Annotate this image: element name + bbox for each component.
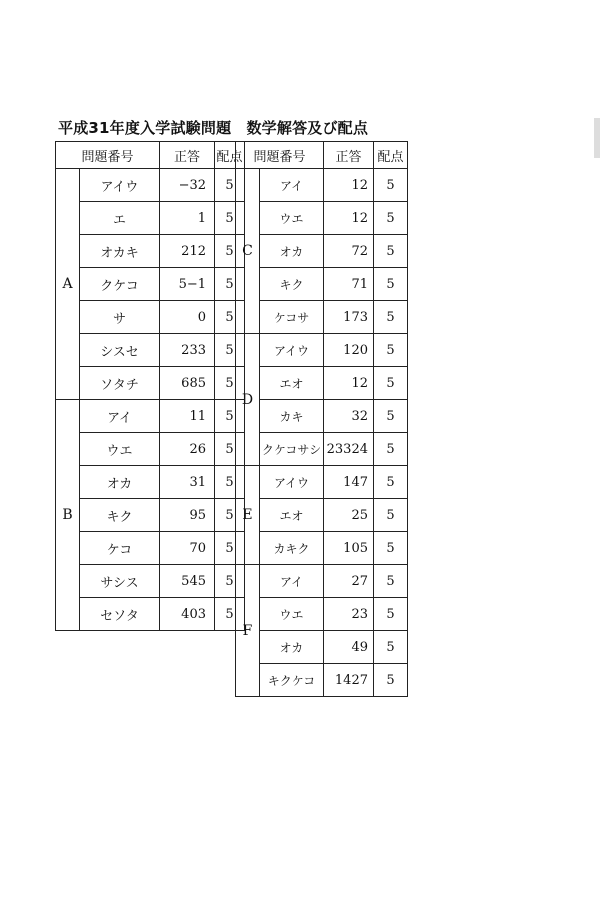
question-number-cell: アイウ <box>80 169 160 202</box>
points-cell: 5 <box>374 433 408 466</box>
table-row <box>56 466 245 499</box>
answer-cell: 1427 <box>324 664 374 697</box>
table-row <box>236 532 408 565</box>
points-cell: 5 <box>374 202 408 235</box>
answer-cell: 25 <box>324 499 374 532</box>
question-number-cell: クケコ <box>80 268 160 301</box>
question-number-cell: セソタ <box>80 598 160 631</box>
answer-cell: 49 <box>324 631 374 664</box>
points-cell: 5 <box>374 532 408 565</box>
table-row <box>56 499 245 532</box>
answer-cell: 23324 <box>324 433 374 466</box>
table-row <box>56 334 245 367</box>
answer-cell: 545 <box>160 565 215 598</box>
points-cell: 5 <box>215 532 245 565</box>
answer-table-left <box>55 141 245 631</box>
answer-cell: 0 <box>160 301 215 334</box>
table-row <box>236 334 408 367</box>
table-row <box>236 598 408 631</box>
section-label: D <box>236 334 260 466</box>
section-label: E <box>236 466 260 565</box>
question-number-cell: オカ <box>260 235 324 268</box>
table-row <box>56 400 245 433</box>
points-cell: 5 <box>215 334 245 367</box>
answer-cell: 5−1 <box>160 268 215 301</box>
points-cell: 5 <box>374 499 408 532</box>
section-label: C <box>236 169 260 334</box>
answer-cell: 11 <box>160 400 215 433</box>
table-row <box>56 235 245 268</box>
table-row <box>236 301 408 334</box>
question-number-cell: キク <box>80 499 160 532</box>
answer-cell: 1 <box>160 202 215 235</box>
table-row <box>56 433 245 466</box>
answer-cell: 26 <box>160 433 215 466</box>
points-cell: 5 <box>215 301 245 334</box>
section-label: A <box>56 169 80 400</box>
header-question-number: 問題番号 <box>236 142 324 169</box>
question-number-cell: オカキ <box>80 235 160 268</box>
table-row <box>236 235 408 268</box>
points-cell: 5 <box>215 466 245 499</box>
table-row <box>236 664 408 697</box>
answer-cell: 105 <box>324 532 374 565</box>
question-number-cell: エオ <box>260 499 324 532</box>
question-number-cell: クケコサシ <box>260 433 324 466</box>
answer-cell: 71 <box>324 268 374 301</box>
points-cell: 5 <box>374 466 408 499</box>
answer-cell: 173 <box>324 301 374 334</box>
question-number-cell: オカ <box>260 631 324 664</box>
question-number-cell: キクケコ <box>260 664 324 697</box>
header-answer: 正答 <box>324 142 374 169</box>
points-cell: 5 <box>215 598 245 631</box>
table-header-row <box>56 142 245 169</box>
table-row <box>56 268 245 301</box>
question-number-cell: アイ <box>260 169 324 202</box>
question-number-cell: カキク <box>260 532 324 565</box>
table-row <box>236 565 408 598</box>
answer-cell: 23 <box>324 598 374 631</box>
question-number-cell: アイウ <box>260 334 324 367</box>
table-row <box>236 367 408 400</box>
section-label: F <box>236 565 260 697</box>
section-label: B <box>56 400 80 631</box>
header-answer: 正答 <box>160 142 215 169</box>
answer-cell: 233 <box>160 334 215 367</box>
table-row <box>236 400 408 433</box>
question-number-cell: エオ <box>260 367 324 400</box>
question-number-cell: シスセ <box>80 334 160 367</box>
points-cell: 5 <box>215 202 245 235</box>
table-row <box>56 367 245 400</box>
table-row <box>236 169 408 202</box>
table-header-row <box>236 142 408 169</box>
points-cell: 5 <box>374 334 408 367</box>
answer-cell: 120 <box>324 334 374 367</box>
points-cell: 5 <box>215 400 245 433</box>
table-row <box>56 565 245 598</box>
question-number-cell: アイ <box>80 400 160 433</box>
table-row <box>236 202 408 235</box>
points-cell: 5 <box>374 367 408 400</box>
points-cell: 5 <box>215 433 245 466</box>
question-number-cell: サシス <box>80 565 160 598</box>
answer-cell: 403 <box>160 598 215 631</box>
answer-table-left-body <box>56 169 245 631</box>
question-number-cell: エ <box>80 202 160 235</box>
points-cell: 5 <box>374 598 408 631</box>
answer-cell: 685 <box>160 367 215 400</box>
question-number-cell: キク <box>260 268 324 301</box>
points-cell: 5 <box>374 664 408 697</box>
answer-table-right-body <box>236 169 408 697</box>
answer-table-right <box>235 141 408 697</box>
page-title: 平成31年度入学試験問題 数学解答及び配点 <box>58 119 369 137</box>
table-row <box>56 598 245 631</box>
question-number-cell: ウエ <box>260 598 324 631</box>
header-points: 配点 <box>215 142 245 169</box>
table-row <box>236 433 408 466</box>
answer-cell: 147 <box>324 466 374 499</box>
table-row <box>56 301 245 334</box>
answer-cell: 70 <box>160 532 215 565</box>
question-number-cell: ケコサ <box>260 301 324 334</box>
points-cell: 5 <box>374 169 408 202</box>
table-row <box>236 268 408 301</box>
answer-cell: 72 <box>324 235 374 268</box>
points-cell: 5 <box>374 631 408 664</box>
header-points: 配点 <box>374 142 408 169</box>
points-cell: 5 <box>215 367 245 400</box>
table-row <box>236 466 408 499</box>
points-cell: 5 <box>374 235 408 268</box>
answer-cell: 27 <box>324 565 374 598</box>
question-number-cell: サ <box>80 301 160 334</box>
question-number-cell: カキ <box>260 400 324 433</box>
question-number-cell: アイウ <box>260 466 324 499</box>
points-cell: 5 <box>215 169 245 202</box>
points-cell: 5 <box>374 268 408 301</box>
points-cell: 5 <box>374 565 408 598</box>
points-cell: 5 <box>374 400 408 433</box>
answer-cell: 12 <box>324 202 374 235</box>
answer-cell: 31 <box>160 466 215 499</box>
answer-cell: 32 <box>324 400 374 433</box>
points-cell: 5 <box>215 268 245 301</box>
answer-cell: 95 <box>160 499 215 532</box>
table-row <box>56 169 245 202</box>
table-row <box>236 499 408 532</box>
points-cell: 5 <box>215 499 245 532</box>
page-edge-mark <box>594 118 600 158</box>
question-number-cell: アイ <box>260 565 324 598</box>
answer-cell: −32 <box>160 169 215 202</box>
answer-cell: 12 <box>324 367 374 400</box>
question-number-cell: ケコ <box>80 532 160 565</box>
answer-cell: 212 <box>160 235 215 268</box>
answer-cell: 12 <box>324 169 374 202</box>
question-number-cell: ウエ <box>260 202 324 235</box>
question-number-cell: ウエ <box>80 433 160 466</box>
question-number-cell: ソタチ <box>80 367 160 400</box>
points-cell: 5 <box>374 301 408 334</box>
question-number-cell: オカ <box>80 466 160 499</box>
table-row <box>236 631 408 664</box>
points-cell: 5 <box>215 565 245 598</box>
table-row <box>56 532 245 565</box>
header-question-number: 問題番号 <box>56 142 160 169</box>
points-cell: 5 <box>215 235 245 268</box>
table-row <box>56 202 245 235</box>
